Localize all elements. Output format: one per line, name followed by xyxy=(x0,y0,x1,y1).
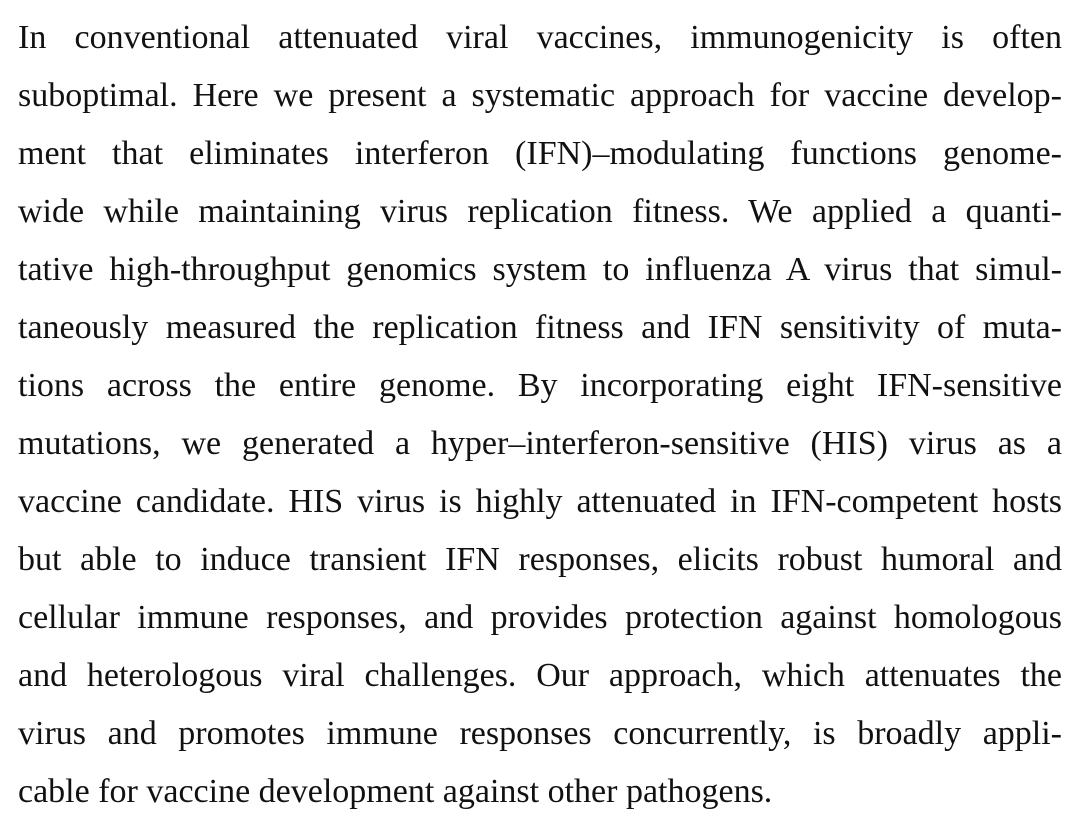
abstract-line: and heterologous viral challenges. Our approach, which attenuates the xyxy=(18,657,1062,694)
abstract-line: mutations, we generated a hyper–interferon-sensitive (HIS) virus as a xyxy=(18,425,1062,462)
abstract-line: but able to induce transient IFN responses, elicits robust humoral and xyxy=(18,541,1062,578)
abstract-line: taneously measured the replication fitness and IFN sensitivity of muta- xyxy=(18,309,1062,346)
abstract-line: wide while maintaining virus replication fitness. We applied a quanti- xyxy=(18,193,1062,230)
abstract-line: cellular immune responses, and provides protection against homologous xyxy=(18,599,1062,636)
abstract-line: vaccine candidate. HIS virus is highly attenuated in IFN-competent hosts xyxy=(18,483,1062,520)
abstract-line: virus and promotes immune responses concurrently, is broadly appli- xyxy=(18,715,1062,752)
abstract-line: tions across the entire genome. By incorporating eight IFN-sensitive xyxy=(18,367,1062,404)
abstract-line: suboptimal. Here we present a systematic approach for vaccine develop- xyxy=(18,77,1062,114)
abstract-line: ment that eliminates interferon (IFN)–modulating functions genome- xyxy=(18,135,1062,172)
abstract-line: In conventional attenuated viral vaccines, immunogenicity is often xyxy=(18,19,1062,56)
abstract-line: tative high-throughput genomics system to influenza A virus that simul- xyxy=(18,251,1062,288)
abstract-line: cable for vaccine development against other pathogens. xyxy=(18,773,773,810)
